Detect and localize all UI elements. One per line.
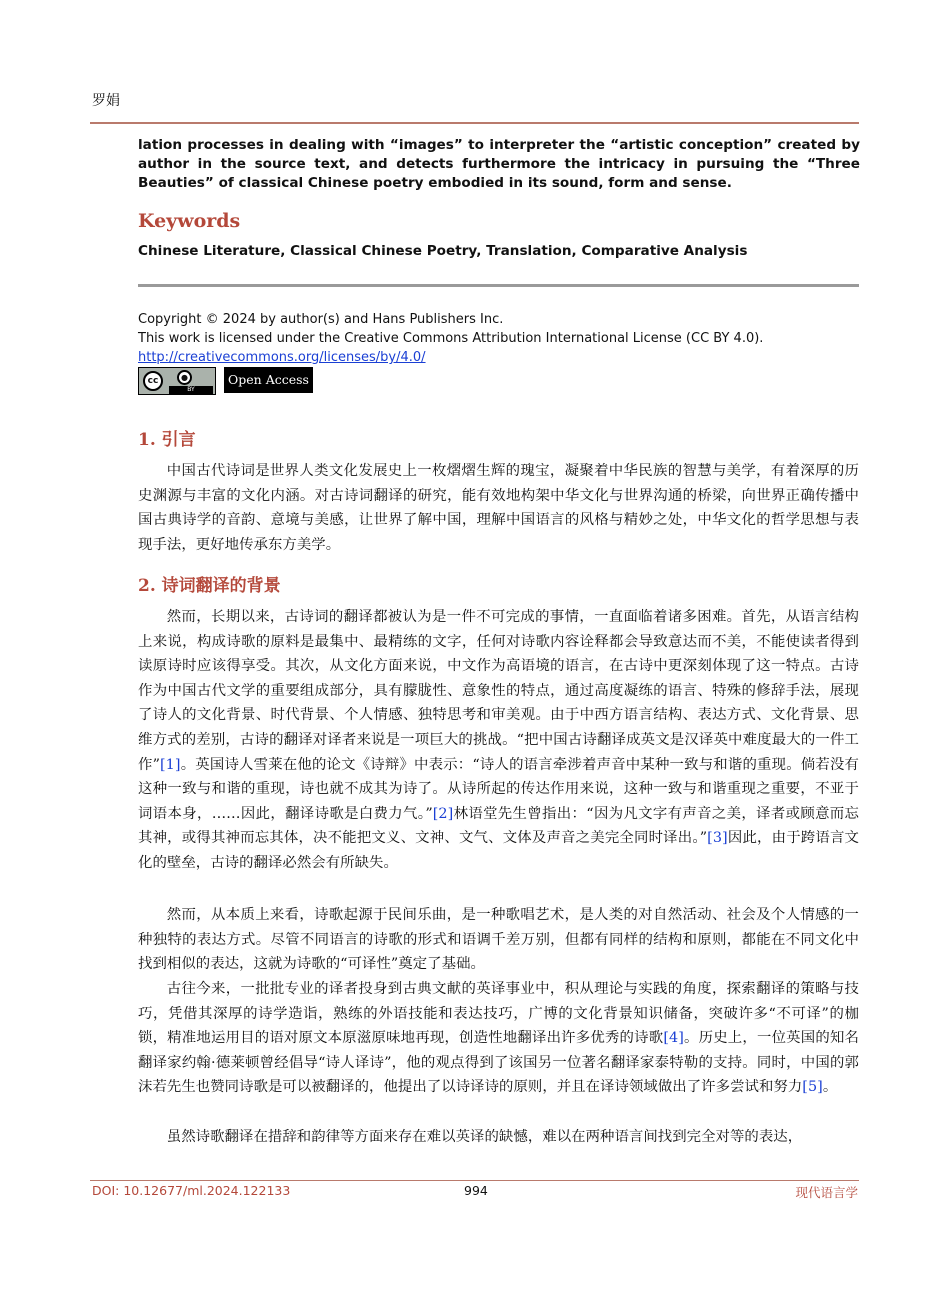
footer-doi: DOI: 10.12677/ml.2024.122133 <box>92 1183 291 1198</box>
paragraph: 然而，从本质上来看，诗歌起源于民间乐曲，是一种歌唱艺术，是人类的对自然活动、社会及个人情感的一种独特的表达方式。尽管不同语言的诗歌的形式和语调千差万别，但都有同样的结构和原则，都能在不同文化中找到相似的表达，这就为诗歌的“可译性”奠定了基础。 <box>138 907 859 973</box>
keywords-heading: Keywords <box>138 210 241 232</box>
citation-link[interactable]: [2] <box>432 805 454 822</box>
license-link[interactable]: http://creativecommons.org/licenses/by/4.0/ <box>138 350 426 365</box>
cc-by-badge[interactable] <box>138 367 216 395</box>
paragraph: 中国古代诗词是世界人类文化发展史上一枚熠熠生辉的瑰宝，凝聚着中华民族的智慧与美学，有着深厚的历史渊源与丰富的文化内涵。对古诗词翻译的研究，能有效地构架中华文化与世界沟通的桥梁，向世界正确传播中国古典诗学的音韵、意境与美感，让世界了解中国，理解中国语言的风格与精妙之处，中华文化的哲学思想与表现手法，更好地传承东方美学。 <box>138 463 859 553</box>
section-heading-background: 2. 诗词翻译的背景 <box>138 576 281 596</box>
page-number: 994 <box>464 1183 488 1198</box>
paragraph-text: 林语堂先生曾指出：“因为凡文字有声音之美，译者或顾意而忘其神，或得其神而忘其体，决不能把文义、文神、文气、文体及声音之美完全同时译出。” <box>138 805 859 847</box>
citation-link[interactable]: [4] <box>663 1030 684 1047</box>
cc-icon: cc <box>143 371 163 391</box>
section-divider <box>138 284 859 287</box>
keywords-list: Chinese Literature, Classical Chinese Poetry, Translation, Comparative Analysis <box>138 243 748 259</box>
copyright-line: Copyright © 2024 by author(s) and Hans Publishers Inc. <box>138 312 504 327</box>
header-rule <box>90 122 859 124</box>
section-heading-introduction: 1. 引言 <box>138 430 196 450</box>
paragraph-text: 。英国诗人雪莱在他的论文《诗辩》中表示：“诗人的语言牵涉着声音中某种一致与和谐的重现。倘若没有这种一致与和谐的重现，诗也就不成其为诗了。从诗所起的传达作用来说，这种一致与和谐重现之重要，不亚于词语本身，……因此，翻译诗歌是白费力气。” <box>138 756 859 822</box>
license-block <box>138 310 763 367</box>
paragraph-text: 。 <box>822 1079 838 1096</box>
abstract-continuation: lation processes in dealing with “images” to interpreter the “artistic conception” created by author in the source text, and detects furthermore the intricacy in pursuing the “Three Beauties” of classical Chinese poetry embodied in its sound, form and sense. <box>138 137 860 191</box>
paragraph-text: 古往今来，一批批专业的译者投身到古典文献的英译事业中，积从理论与实践的角度，探索翻译的策略与技巧，凭借其深厚的诗学造诣，熟练的外语技能和表达技巧，广博的文化背景知识储备，突破许多“不可译”的枷锁，精准地运用目的语对原文本原滋原味地再现，创造性地翻译出许多优秀的诗歌 <box>138 981 859 1047</box>
paragraph: 虽然诗歌翻译在措辞和韵律等方面来存在难以英译的缺憾，难以在两种语言间找到完全对等的表达， <box>166 1129 803 1145</box>
footer-rule <box>90 1180 859 1181</box>
running-header-author: 罗娟 <box>92 93 120 109</box>
license-statement: This work is licensed under the Creative Commons Attribution International License (CC BY 4.0). <box>138 331 764 346</box>
paragraph <box>138 977 859 1100</box>
attribution-person-icon: ● <box>177 370 192 385</box>
paragraph-text: 因此，由于跨语言文化的壁垒，古诗的翻译必然会有所缺失。 <box>138 830 859 871</box>
paragraph <box>138 605 859 876</box>
citation-link[interactable]: [5] <box>802 1079 823 1096</box>
citation-link[interactable]: [3] <box>707 830 728 847</box>
paragraph-text: 然而，长期以来，古诗词的翻译都被认为是一件不可完成的事情，一直面临着诸多困难。首先，从语言结构上来说，构成诗歌的原料是最集中、最精练的文字，任何对诗歌内容诠释都会导致意达而不美，不能使读者得到读原诗时应该得享受。其次，从文化方面来说，中文作为高语境的语言，在古诗中更深刻体现了这一特点。古诗作为中国古代文学的重要组成部分，具有朦胧性、意象性的特点，通过高度凝练的语言、特殊的修辞手法，展现了诗人的文化背景、时代背景、个人情感、独特思考和审美观。由于中西方语言结构、表达方式、文化背景、思维方式的差别，古诗的翻译对译者来说是一项巨大的挑战。“把中国古诗翻译成英文是汉译英中难度最大的一件工作” <box>138 609 859 773</box>
open-access-badge[interactable]: Open Access <box>224 367 313 393</box>
paragraph-text: 。历史上，一位英国的知名翻译家约翰·德莱顿曾经倡导“诗人译诗”，他的观点得到了该国另一位著名翻译家泰特勒的支持。同时，中国的郭沫若先生也赞同诗歌是可以被翻译的，他提出了以诗译诗的原则，并且在译诗领域做出了许多尝试和努力 <box>138 1030 859 1096</box>
by-label: BY <box>169 386 213 394</box>
citation-link[interactable]: [1] <box>160 756 181 773</box>
footer-journal: 现代语言学 <box>795 1185 858 1200</box>
